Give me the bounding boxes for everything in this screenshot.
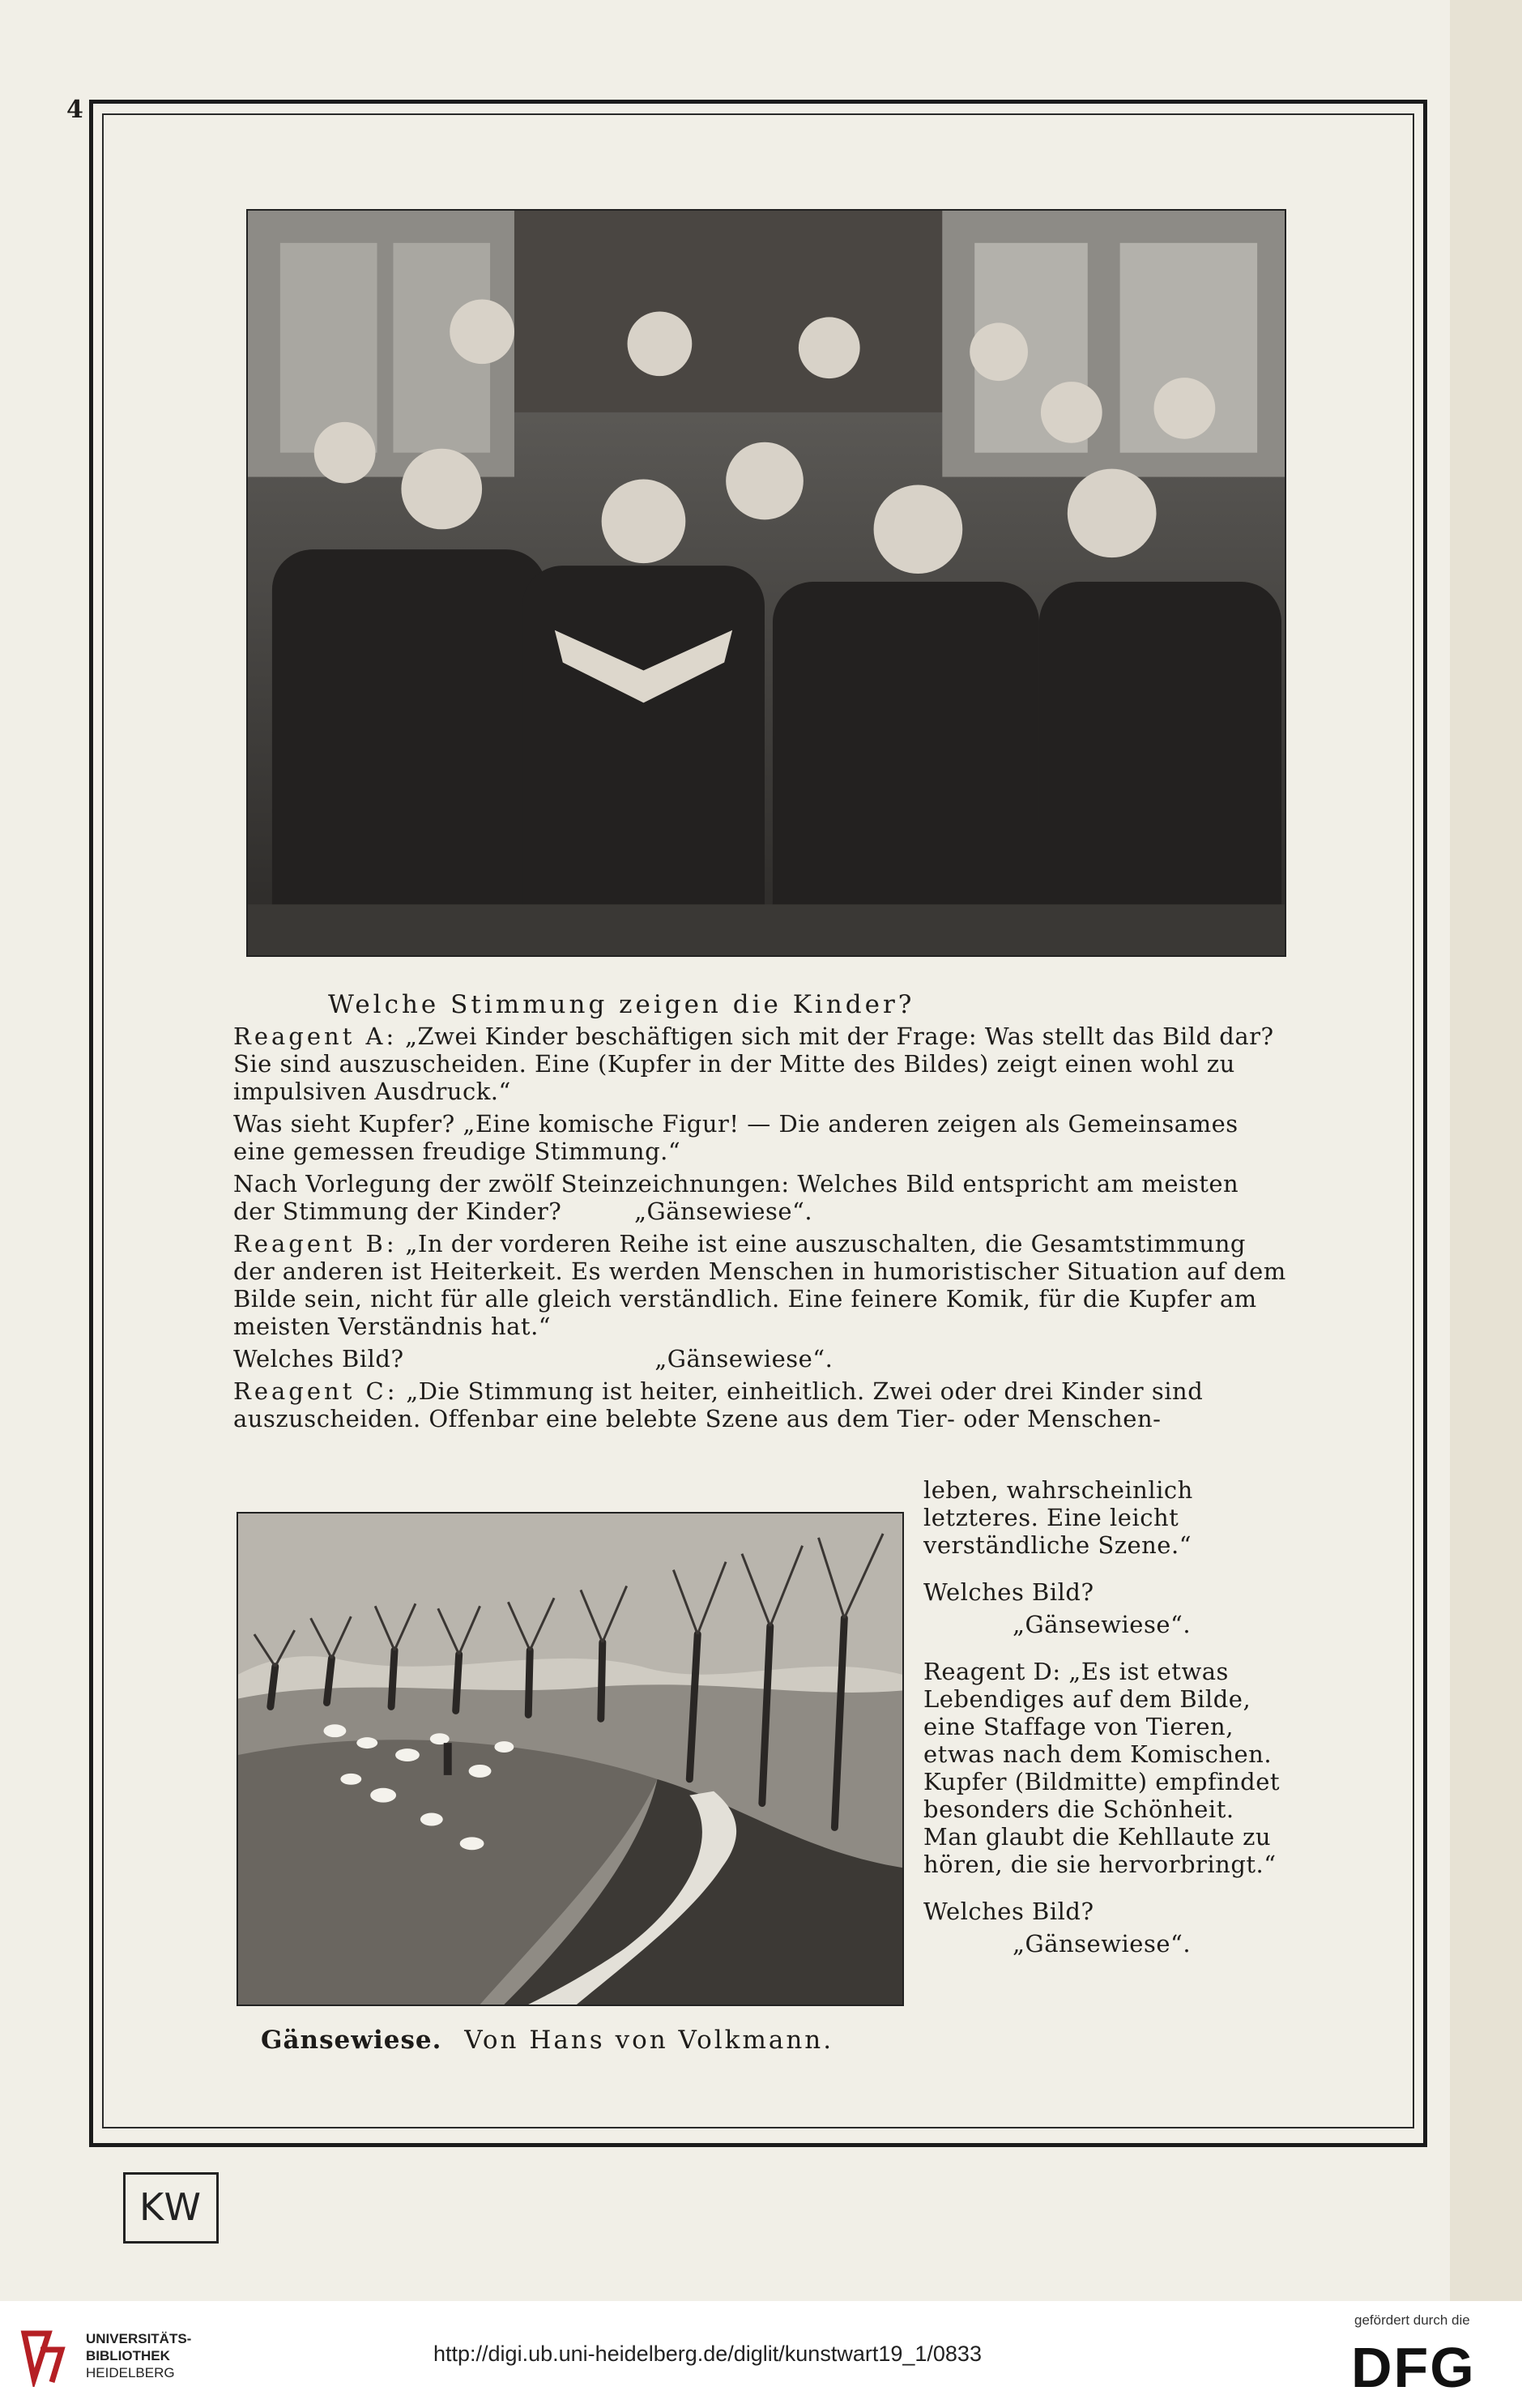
children-photo — [246, 209, 1286, 957]
response-c-continued: leben, wahrscheinlich letzteres. Eine leicht verständliche Szene.“ — [923, 1476, 1193, 1559]
university-logo-icon — [16, 2325, 70, 2387]
response-text: „Gänsewiese“. — [1013, 1930, 1192, 1958]
response-text: „Eine komische Figur! — Die anderen zeigen als Gemeinsames eine gemessen freudige Stimmung.“ — [233, 1110, 1238, 1165]
response-c — [233, 1377, 1286, 1432]
question-lithographs — [233, 1170, 1286, 1225]
kw-stamp: KW — [123, 2172, 219, 2244]
question-which-picture: Welches Bild? — [923, 1898, 1094, 1925]
university-name-line: HEIDELBERG — [86, 2365, 175, 2380]
response-text: „Gänsewiese“. — [1013, 1611, 1192, 1638]
picture-caption — [261, 2026, 833, 2055]
question-label: Nach Vorlegung der zwölf Steinzeichnungen: Welches Bild entspricht am meisten der Stimmung der Kinder? — [233, 1170, 1239, 1225]
response-text: „In der vorderen Reihe ist eine auszuschalten, die Gesamtstimmung der anderen ist Heiterkeit. Es werden Menschen in humoristischer Situation auf dem Bilde sein, nicht für alle gleich verständlich. Eine feinere Komik, für die Kupfer am meisten Verständnis hat.“ — [233, 1230, 1286, 1340]
main-text — [233, 1023, 1286, 1437]
university-name — [86, 2330, 191, 2381]
response-text: „Zwei Kinder beschäftigen sich mit der Frage: Was stellt das Bild dar? Sie sind auszuscheiden. Eine (Kupfer in der Mitte des Bildes) zeigt einen wohl zu impulsiven Ausdruck.“ — [233, 1023, 1274, 1105]
photo-question: Welche Stimmung zeigen die Kinder? — [328, 990, 915, 1019]
response-label: Reagent A: — [233, 1023, 398, 1050]
page-edge — [1450, 0, 1522, 2301]
response-text: „Die Stimmung ist heiter, einheitlich. Zwei oder drei Kinder sind auszuscheiden. Offenbar eine belebte Szene aus dem Tier- oder Menschen- — [233, 1377, 1204, 1432]
response-label: Reagent C: — [233, 1377, 399, 1405]
response-b — [233, 1230, 1286, 1340]
question-label: Was sieht Kupfer? — [233, 1110, 455, 1138]
university-name-line: UNIVERSITÄTS- — [86, 2331, 192, 2346]
children-photo-illustration — [248, 211, 1285, 955]
source-url[interactable]: http://digi.ub.uni-heidelberg.de/diglit/kunstwart19_1/0833 — [433, 2342, 982, 2366]
response-text: „Gänsewiese“. — [634, 1198, 813, 1225]
university-name-line: BIBLIOTHEK — [86, 2348, 170, 2363]
right-column — [923, 1476, 1284, 1962]
funding-note: gefördert durch die — [1354, 2312, 1470, 2328]
question-which-picture — [233, 1345, 1286, 1373]
picture-author: Von Hans von Volkmann. — [464, 2026, 834, 2055]
response-d: Reagent D: „Es ist etwas Lebendiges auf dem Bilde, eine Staffage von Tieren, etwas nach dem Komischen. Kupfer (Bildmitte) empfindet besonders die Schönheit. Man glaubt die Kehllaute zu hören, die sie hervorbringt.“ — [923, 1658, 1281, 1878]
question-label: Welches Bild? — [233, 1345, 404, 1373]
dfg-logo: DFG — [1351, 2336, 1476, 2399]
goose-meadow-picture — [237, 1512, 904, 2006]
question-which-picture: Welches Bild? — [923, 1578, 1094, 1606]
response-text: „Gänsewiese“. — [654, 1345, 833, 1373]
digitization-footer — [0, 2301, 1522, 2408]
goose-meadow-illustration — [238, 1514, 902, 2005]
response-label: Reagent B: — [233, 1230, 398, 1257]
page-number: 4 — [66, 96, 83, 124]
question-kupfer — [233, 1110, 1286, 1165]
picture-title: Gänsewiese. — [261, 2026, 442, 2055]
response-a — [233, 1023, 1286, 1105]
